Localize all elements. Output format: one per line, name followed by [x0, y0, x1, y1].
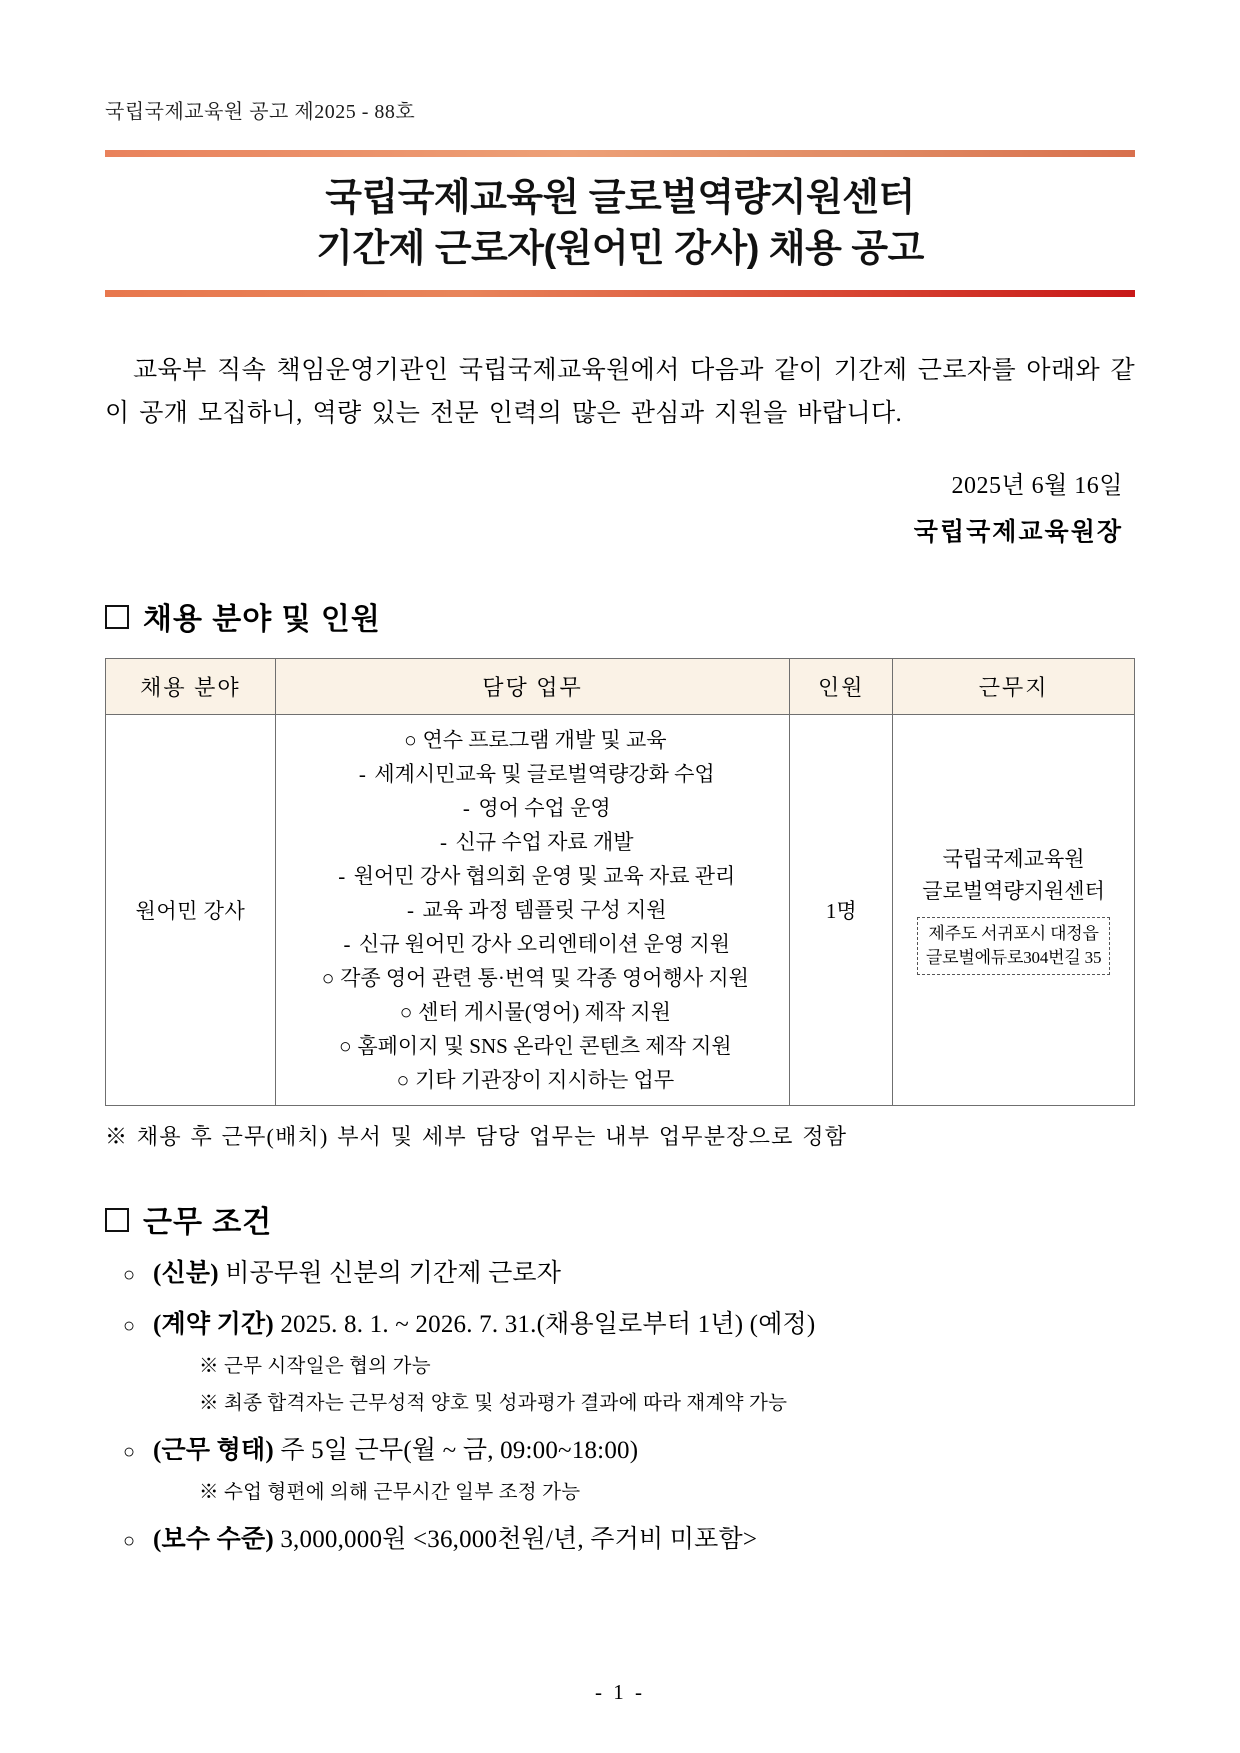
duty-line: [282, 995, 784, 1029]
duty-marker: ○: [404, 727, 417, 752]
duty-marker: -: [338, 863, 346, 888]
duty-line: [282, 791, 784, 825]
intro-paragraph: 교육부 직속 책임운영기관인 국립국제교육원에서 다음과 같이 기간제 근로자를 아래와 같이 공개 모집하니, 역량 있는 전문 인력의 많은 관심과 지원을 바랍니다.: [105, 356, 1135, 427]
duty-line: [282, 723, 784, 757]
condition-subnote: ※ 근무 시작일은 협의 가능: [199, 1355, 431, 1377]
duty-text: 각종 영어 관련 통·번역 및 각종 영어행사 지원: [340, 965, 749, 990]
duty-text: 원어민 강사 협의회 운영 및 교육 자료 관리: [353, 863, 736, 888]
conditions-list: [105, 1255, 1135, 1559]
circle-bullet-icon: ○: [123, 1263, 136, 1286]
document-number: 국립국제교육원 공고 제2025 - 88호: [105, 101, 416, 123]
table-header-place: 근무지: [893, 658, 1135, 714]
circle-bullet-icon: ○: [123, 1441, 136, 1464]
duty-marker: ○: [396, 1067, 410, 1092]
duty-text: 신규 원어민 강사 오리엔테이션 운영 지원: [358, 931, 731, 956]
list-item: [123, 1306, 1135, 1344]
duty-line: [282, 859, 784, 893]
condition-value: 주 5일 근무(월 ~ 금, 09:00~18:00): [273, 1437, 639, 1465]
duty-marker: ○: [399, 999, 413, 1024]
duty-marker: -: [406, 897, 414, 922]
duty-text: 교육 과정 템플릿 구성 지원: [422, 897, 667, 922]
condition-subnote: ※ 수업 형편에 의해 근무시간 일부 조정 가능: [199, 1481, 581, 1503]
announcement-date: 2025년 6월 16일: [951, 472, 1123, 499]
duty-marker: ○: [321, 965, 335, 990]
table-header-field: 채용 분야: [106, 658, 276, 714]
duty-line: [282, 893, 784, 927]
condition-text: [153, 1432, 638, 1470]
condition-label: (신분): [153, 1259, 219, 1287]
list-item: [123, 1521, 1135, 1559]
table-header-count: 인원: [790, 658, 893, 714]
duty-line: [282, 927, 784, 961]
title-rule-top: [105, 150, 1135, 157]
section-heading-conditions-label: 근무 조건: [143, 1205, 273, 1239]
circle-bullet-icon: ○: [123, 1315, 136, 1338]
place-name-line2: 글로벌역량지원센터: [922, 878, 1105, 903]
cell-duties: [275, 714, 790, 1105]
condition-subnote: ※ 최종 합격자는 근무성적 양호 및 성과평가 결과에 따라 재계약 가능: [199, 1393, 788, 1415]
duty-marker: -: [440, 829, 447, 854]
condition-text: [153, 1521, 757, 1559]
section-heading-conditions: [105, 1197, 1135, 1241]
cell-count: 1명: [790, 714, 893, 1105]
duty-marker: -: [358, 761, 366, 786]
section-heading-recruitment-label: 채용 분야 및 인원: [143, 602, 381, 636]
title-rule-bottom: [105, 290, 1135, 297]
duty-line: [282, 757, 784, 791]
recruitment-table: [105, 658, 1135, 1106]
place-address-line2: 글로벌에듀로304번길 35: [925, 948, 1102, 968]
duty-text: 영어 수업 운영: [478, 795, 611, 820]
list-item: [123, 1432, 1135, 1470]
title-block: [105, 150, 1135, 297]
list-item: [123, 1255, 1135, 1293]
section-heading-recruitment: [105, 594, 1135, 638]
square-bullet-icon: [105, 1208, 129, 1232]
duty-text: 세계시민교육 및 글로벌역량강화 수업: [374, 761, 715, 786]
duty-marker: ○: [339, 1033, 352, 1058]
place-name: [899, 844, 1128, 907]
issuer-name: 국립국제교육원장: [913, 518, 1123, 546]
condition-text: [153, 1255, 561, 1293]
condition-value: 2025. 8. 1. ~ 2026. 7. 31.(채용일로부터 1년) (예정): [273, 1311, 816, 1339]
place-address: [917, 917, 1110, 975]
condition-label: (계약 기간): [153, 1311, 274, 1339]
condition-label: (보수 수준): [153, 1526, 274, 1554]
duty-text: 연수 프로그램 개발 및 교육: [422, 727, 667, 752]
table-header-row: [106, 658, 1135, 714]
table-header-duty: 담당 업무: [275, 658, 790, 714]
condition-label: (근무 형태): [153, 1437, 274, 1465]
circle-bullet-icon: ○: [123, 1530, 136, 1553]
condition-value: 3,000,000원 <36,000천원/년, 주거비 미포함>: [273, 1526, 758, 1554]
duty-line: [282, 825, 784, 859]
duty-line: [282, 961, 784, 995]
title-line-1: 국립국제교육원 글로벌역량지원센터: [325, 177, 915, 219]
duty-marker: -: [462, 795, 470, 820]
duty-text: 신규 수업 자료 개발: [455, 829, 634, 854]
condition-text: [153, 1306, 815, 1344]
cell-place: [893, 714, 1135, 1105]
place-address-line1: 제주도 서귀포시 대정읍: [928, 924, 1099, 944]
duty-text: 센터 게시물(영어) 제작 지원: [418, 999, 671, 1024]
duty-line: [282, 1029, 784, 1063]
square-bullet-icon: [105, 605, 129, 629]
duty-line: [282, 1063, 784, 1097]
recruitment-note: ※ 채용 후 근무(배치) 부서 및 세부 담당 업무는 내부 업무분장으로 정함: [105, 1123, 848, 1149]
cell-field: 원어민 강사: [106, 714, 276, 1105]
duty-text: 기타 기관장이 지시하는 업무: [414, 1067, 675, 1092]
place-name-line1: 국립국제교육원: [942, 847, 1085, 872]
page-number: - 1 -: [595, 1680, 645, 1704]
title-inner: [105, 157, 1135, 290]
table-row: [106, 714, 1135, 1105]
title-line-2: 기간제 근로자(원어민 강사) 채용 공고: [316, 228, 924, 271]
condition-value: 비공무원 신분의 기간제 근로자: [218, 1259, 562, 1287]
duty-marker: -: [343, 931, 351, 956]
duty-text: 홈페이지 및 SNS 온라인 콘텐츠 제작 지원: [357, 1033, 732, 1058]
